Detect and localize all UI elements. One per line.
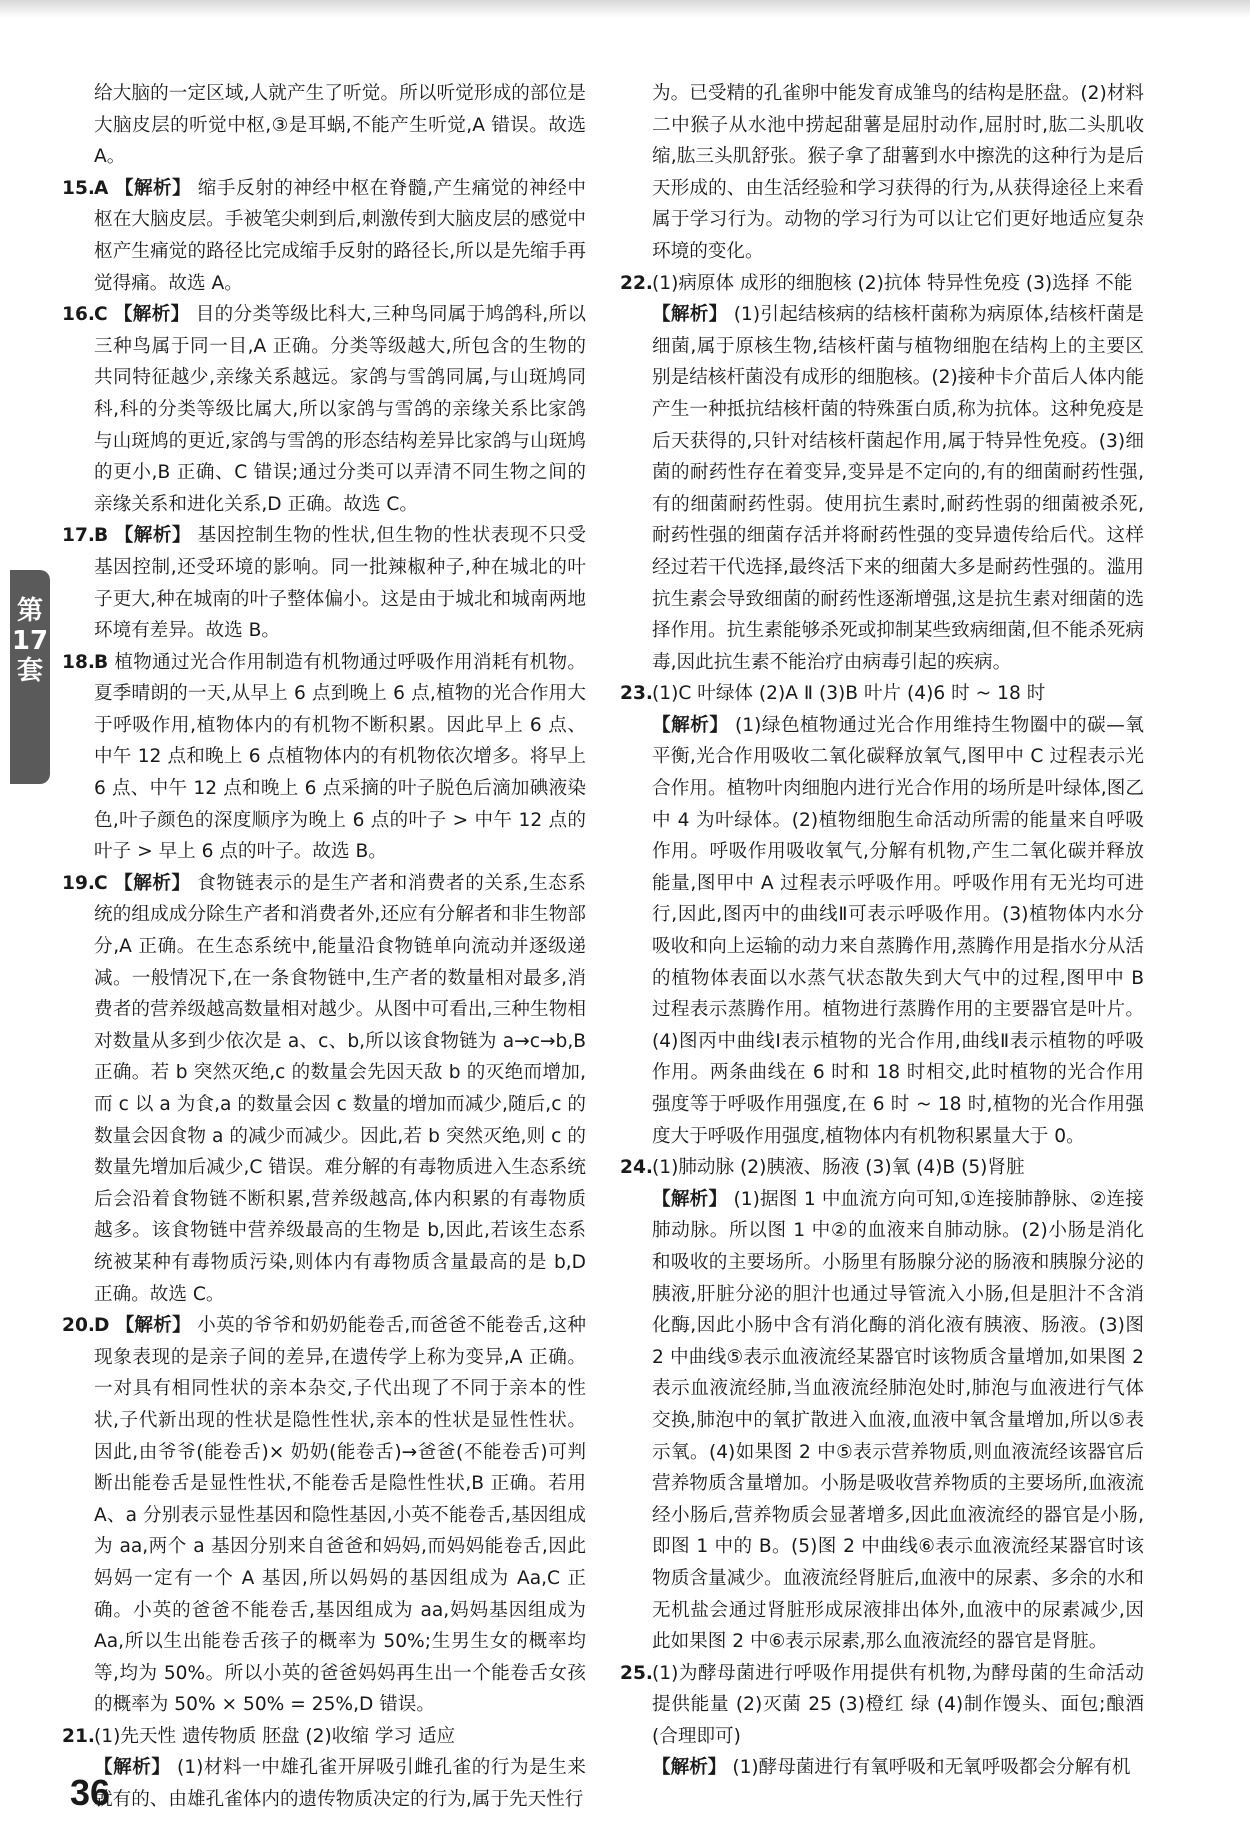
question-23-analysis (624, 710, 1144, 1152)
question-16 (62, 299, 586, 520)
question-21-analysis (66, 1752, 586, 1815)
question-number: 25. (620, 1662, 653, 1684)
answer: C (94, 304, 108, 326)
question-21 (62, 1721, 586, 1753)
question-19 (62, 868, 586, 1310)
analysis-text: 基因控制生物的性状,但生物的性状表现不只受基因控制,还受环境的影响。同一批辣椒种子,种在城北的叶子更大,种在城南的叶子整体偏小。这是由于城北和城南两地环境有差异。故选 B。 (94, 525, 586, 642)
left-column (62, 78, 586, 1816)
page-number: 36 (70, 1772, 111, 1813)
answer: (1)先天性 遗传物质 胚盘 (2)收缩 学习 适应 (94, 1725, 456, 1747)
question-20 (62, 1310, 586, 1721)
question-22 (620, 268, 1144, 300)
answer: B (94, 651, 109, 673)
answer: (1)肺动脉 (2)胰液、肠液 (3)氧 (4)B (5)肾脏 (652, 1157, 1025, 1179)
answer: (1)病原体 成形的细胞核 (2)抗体 特异性免疫 (3)选择 不能 (652, 272, 1133, 294)
answer: (1)为酵母菌进行呼吸作用提供有机物,为酵母菌的生命活动提供能量 (2)灭菌 25 (3)橙红 绿 (4)制作馒头、面包;酿酒(合理即可) (652, 1662, 1144, 1747)
analysis-text: (1)酵母菌进行有氧呼吸和无氧呼吸都会分解有机 (732, 1757, 1131, 1779)
question-23 (620, 678, 1144, 710)
analysis-tag: 【解析】 (652, 304, 728, 326)
answer: (1)C 叶绿体 (2)A Ⅱ (3)B 叶片 (4)6 时 ~ 18 时 (652, 683, 1046, 705)
question-25-analysis (624, 1752, 1144, 1784)
question-number: 23. (620, 683, 653, 705)
analysis-tag: 【解析】 (652, 1188, 728, 1210)
analysis-text: 缩手反射的神经中枢在脊髓,产生痛觉的神经中枢在大脑皮层。手被笔尖刺到后,刺激传到大脑皮层的感觉中枢产生痛觉的路径比完成缩手反射的路径长,所以是先缩手再觉得痛。故选 A。 (94, 177, 586, 294)
question-18 (62, 647, 586, 868)
question-number: 17. (62, 525, 95, 547)
answer: B (94, 525, 109, 547)
right-column (620, 78, 1144, 1784)
question-number: 19. (62, 872, 95, 894)
analysis-text: 小英的爷爷和奶奶能卷舌,而爸爸不能卷舌,这种现象表现的是亲子间的差异,在遗传学上称为变异,A 正确。一对具有相同性状的亲本杂交,子代出现了不同于亲本的性状,子代新出现的性状是隐性性状,亲本的性状是显性性状。因此,由爷爷(能卷舌)× 奶奶(能卷舌)→爸爸(不能卷舌)可判断出能卷舌是显性性状,不能卷舌是隐性性状,B 正确。若用 A、a 分别表示显性基因和隐性基因,小英不能卷舌,基因组成为 aa,两个 a 基因分别来自爸爸和妈妈,而妈妈能卷舌,因此妈妈一定有一个 A 基因,所以妈妈的基因组成为 Aa,C 正确。小英的爸爸不能卷舌,基因组成为 aa,妈妈基因组成为 Aa,所以生出能卷舌孩子的概率为 50%;生男生女的概率均等,均为 50%。所以小英的爸爸妈妈再生出一个能卷舌女孩的概率为 50% × 50% = 25%,D 错误。 (94, 1315, 586, 1716)
analysis-text: (1)引起结核病的结核杆菌称为病原体,结核杆菌是细菌,属于原核生物,结核杆菌与植物细胞在结构上的主要区别是结核杆菌没有成形的细胞核。(2)接种卡介苗后人体内能产生一种抵抗结核杆菌的特殊蛋白质,称为抗体。这种免疫是后天获得的,只针对结核杆菌起作用,属于特异性免疫。(3)细菌的耐药性存在着变异,变异是不定向的,有的细菌耐药性强,有的细菌耐药性弱。使用抗生素时,耐药性弱的细菌被杀死,耐药性强的细菌存活并将耐药性强的变异遗传给后代。这样经过若干代选择,最终活下来的细菌大多是耐药性强的。滥用抗生素会导致细菌的耐药性逐渐增强,这是抗生素对细菌的选择作用。抗生素能够杀死或抑制某些致病细菌,但不能杀死病毒,因此抗生素不能治疗由病毒引起的疾病。 (652, 304, 1144, 673)
left-intro: 给大脑的一定区域,人就产生了听觉。所以听觉形成的部位是大脑皮层的听觉中枢,③是耳蜗,不能产生听觉,A 错误。故选 A。 (94, 83, 586, 168)
analysis-tag: 【解析】 (115, 1315, 191, 1337)
analysis-text: (1)据图 1 中血流方向可知,①连接肺静脉、②连接肺动脉。所以图 1 中②的血液来自肺动脉。(2)小肠是消化和吸收的主要场所。小肠里有肠腺分泌的肠液和胰腺分泌的胰液,肝脏分泌的胆汁也通过导管流入小肠,但是胆汁不含消化酶,因此小肠中含有消化酶的消化液有胰液、肠液。(3)图 2 中曲线⑤表示血液流经某器官时该物质含量增加,如果图 2 表示血液流经肺,当血液流经肺泡处时,肺泡与血液进行气体交换,肺泡中的氧扩散进入血液,血液中氧含量增加,所以⑤表示氧。(4)如果图 2 中⑤表示营养物质,则血液流经该器官后营养物质含量增加。小肠是吸收营养物质的主要场所,血液流经小肠后,营养物质会显著增多,因此血液流经的器官是小肠,即图 1 中的 B。(5)图 2 中曲线⑥表示血液流经某器官时该物质含量减少。血液流经肾脏后,血液中的尿素、多余的水和无机盐会通过肾脏形成尿液排出体外,血液中的尿素减少,因此如果图 2 中⑥表示尿素,那么血液流经的器官是肾脏。 (652, 1188, 1144, 1653)
question-15 (62, 173, 586, 299)
analysis-tag: 【解析】 (114, 177, 192, 199)
question-number: 20. (62, 1315, 95, 1337)
analysis-text: 目的分类等级比科大,三种鸟同属于鸠鸽科,所以三种鸟属于同一目,A 正确。分类等级越大,所包含的生物的共同特征越少,亲缘关系越远。家鸽与雪鸽同属,与山斑鸠同科,科的分类等级比属大,所以家鸽与雪鸽的亲缘关系比家鸽与山斑鸠的更近,家鸽与雪鸽的形态结构差异比家鸽与山斑鸠的更小,B 正确、C 错误;通过分类可以弄清不同生物之间的亲缘关系和进化关系,D 正确。故选 C。 (94, 304, 586, 515)
question-24-analysis (624, 1184, 1144, 1658)
question-number: 16. (62, 304, 95, 326)
analysis-tag: 【解析】 (114, 525, 192, 547)
question-number: 15. (62, 177, 95, 199)
analysis-tag: 【解析】 (652, 1757, 727, 1779)
side-tab-number: 17 (11, 626, 49, 656)
set-number-side-tab (10, 570, 50, 784)
question-24 (620, 1152, 1144, 1184)
question-number: 18. (62, 651, 95, 673)
answer: C (94, 872, 108, 894)
top-gray-band (0, 0, 1250, 18)
question-number: 22. (620, 272, 653, 294)
question-25 (620, 1658, 1144, 1753)
question-17 (62, 520, 586, 646)
analysis-tag: 【解析】 (113, 304, 190, 326)
analysis-text: 植物通过光合作用制造有机物通过呼吸作用消耗有机物。夏季晴朗的一天,从早上 6 点到晚上 6 点,植物的光合作用大于呼吸作用,植物体内的有机物不断积累。因此早上 6 点、中午 12 点和晚上 6 点植物体内的有机物依次增多。将早上 6 点、中午 12 点和晚上 6 点采摘的叶子脱色后滴加碘液染色,叶子颜色的深度顺序为晚上 6 点的叶子 > 中午 12 点的叶子 > 早上 6 点的叶子。故选 B。 (94, 651, 586, 863)
analysis-tag: 【解析】 (94, 1757, 171, 1779)
question-number: 21. (62, 1725, 95, 1747)
question-22-analysis (624, 299, 1144, 678)
analysis-text: (1)绿色植物通过光合作用维持生物圈中的碳—氧平衡,光合作用吸收二氧化碳释放氧气,图甲中 C 过程表示光合作用。植物叶肉细胞内进行光合作用的场所是叶绿体,图乙中 4 为叶绿体。(2)植物细胞生命活动所需的能量来自呼吸作用。呼吸作用吸收氧气,分解有机物,产生二氧化碳并释放能量,图甲中 A 过程表示呼吸作用。呼吸作用有无光均可进行,因此,图丙中的曲线Ⅱ可表示呼吸作用。(3)植物体内水分吸收和向上运输的动力来自蒸腾作用,蒸腾作用是指水分从活的植物体表面以水蒸气状态散失到大气中的过程,图甲中 B 过程表示蒸腾作用。植物进行蒸腾作用的主要器官是叶片。(4)图丙中曲线Ⅰ表示植物的光合作用,曲线Ⅱ表示植物的呼吸作用。两条曲线在 6 时和 18 时相交,此时植物的光合作用强度等于呼吸作用强度,在 6 时 ~ 18 时,植物的光合作用强度大于呼吸作用强度,植物体内有机物积累量大于 0。 (652, 714, 1144, 1147)
side-tab-char: 第 (16, 596, 43, 626)
right-intro: 为。已受精的孔雀卵中能发育成雏鸟的结构是胚盘。(2)材料二中猴子从水池中捞起甜薯是屈肘动作,屈肘时,肱二头肌收缩,肱三头肌舒张。猴子拿了甜薯到水中擦洗的这种行为是后天形成的、由生活经验和学习获得的行为,从获得途径上来看属于学习行为。动物的学习行为可以让它们更好地适应复杂环境的变化。 (652, 83, 1144, 262)
side-tab-char: 套 (16, 656, 43, 686)
question-number: 24. (620, 1157, 653, 1179)
analysis-text: 食物链表示的是生产者和消费者的关系,生态系统的组成成分除生产者和消费者外,还应有分解者和非生物部分,A 正确。在生态系统中,能量沿食物链单向流动并逐级递减。一般情况下,在一条食物链中,生产者的数量相对最多,消费者的营养级越高数量相对越少。从图中可看出,三种生物相对数量从多到少依次是 a、c、b,所以该食物链为 a→c→b,B 正确。若 b 突然灭绝,c 的数量会先因天敌 b 的灭绝而增加,而 c 以 a 为食,a 的数量会因 c 数量的增加而减少,随后,c 的数量会因食物 a 的减少而减少。因此,若 b 突然灭绝,则 c 的数量先增加后减少,C 错误。难分解的有毒物质进入生态系统后会沿着食物链不断积累,营养级越高,体内积累的有毒物质越多。该食物链中营养级最高的生物是 b,因此,若该生态系统被某种有毒物质污染,则体内有毒物质含量最高的是 b,D 正确。故选 C。 (94, 872, 586, 1305)
answer: D (94, 1315, 110, 1337)
analysis-text: (1)材料一中雄孔雀开屏吸引雌孔雀的行为是生来就有的、由雄孔雀体内的遗传物质决定的行为,属于先天性行 (94, 1757, 586, 1811)
answer: A (94, 177, 109, 199)
analysis-tag: 【解析】 (652, 714, 729, 736)
analysis-tag: 【解析】 (114, 872, 191, 894)
